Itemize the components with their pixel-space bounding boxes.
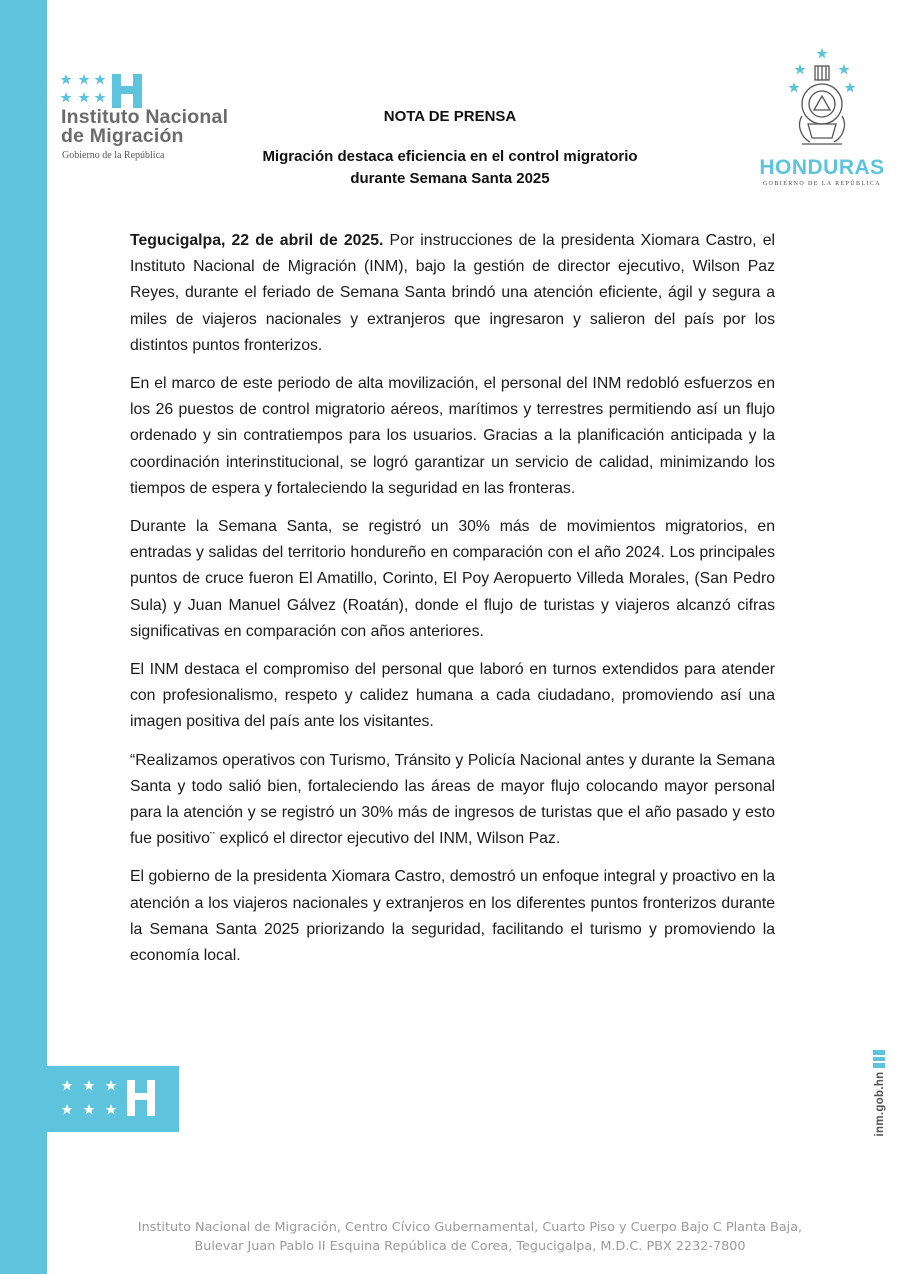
address-line1: Instituto Nacional de Migración, Centro Cívico Gubernamental, Cuarto Piso y Cuerpo Bajo C Planta Baja,	[137, 1220, 803, 1235]
document-header	[200, 108, 700, 190]
address-line2: Bulevar Juan Pablo II Esquina República de Corea, Tegucigalpa, M.D.C. PBX 2232-7800	[194, 1239, 746, 1254]
inm-subtitle: Gobierno de la República	[62, 150, 165, 161]
article-body	[130, 228, 775, 981]
paragraph-2: En el marco de este periodo de alta movilización, el personal del INM redobló esfuerzos en los 26 puestos de control migratorio aéreos, marítimos y terrestres permitiendo así un flujo ordenado y sin contratiempos para los usuarios. Gracias a la planificación anticipada y la coordinación interinstitucional, se logró garantizar un servicio de calidad, minimizando los tiempos de espera y fortaleciendo la seguridad en las fronteras.	[130, 375, 775, 497]
paragraph-3: Durante la Semana Santa, se registró un 30% más de movimientos migratorios, en entradas y salidas del territorio hondureño en comparación con el año 2024. Los principales puntos de cruce fueron El Amatillo, Corinto, El Poy Aeropuerto Villeda Morales, (San Pedro Sula) y Juan Manuel Gálvez (Roatán), donde el flujo de turistas y viajeros alcanzó cifras significativas en comparación con años anteriores.	[130, 518, 775, 640]
honduras-subtitle: GOBIERNO DE LA REPÚBLICA	[762, 181, 882, 187]
footer-address	[100, 1218, 840, 1256]
honduras-logo	[752, 46, 892, 191]
website-url[interactable]: inm.gob.hn	[874, 1071, 886, 1137]
headline	[200, 146, 700, 190]
paragraph-1-text: Por instrucciones de la presidenta Xiomara Castro, el Instituto Nacional de Migración (INM), bajo la gestión de director ejecutivo, Wilson Paz Reyes, durante el feriado de Semana Santa brindó una atención eficiente, ágil y segura a miles de viajeros nacionales y extranjeros que ingresaron y salieron del país por los distintos puntos fronterizos.	[130, 232, 775, 354]
headline-line2: durante Semana Santa 2025	[350, 170, 550, 187]
honduras-wordmark: HONDURAS	[759, 156, 885, 179]
footer-stars-h-icon	[47, 1066, 179, 1132]
headline-line1: Migración destaca eficiencia en el control migratorio	[262, 148, 638, 165]
dateline: Tegucigalpa, 22 de abril de 2025.	[130, 232, 384, 249]
inm-name-line2: de Migración	[61, 125, 184, 147]
paragraph-5: “Realizamos operativos con Turismo, Tránsito y Policía Nacional antes y durante la Semana Santa y todo salió bien, fortaleciendo las áreas de mayor flujo colocando mayor personal para la atención y se registró un 30% más de ingresos de turistas que el año pasado y esto fue positivo¨ explicó el director ejecutivo del INM, Wilson Paz.	[130, 751, 775, 848]
left-accent-bar	[0, 0, 47, 1274]
inm-name-line1: Instituto Nacional	[61, 106, 229, 128]
h-letter-icon	[112, 74, 142, 108]
press-release-label: NOTA DE PRENSA	[383, 108, 517, 125]
coat-of-arms-icon	[752, 46, 892, 156]
footer-logo-box	[47, 1066, 179, 1132]
paragraph-1	[130, 228, 775, 359]
paragraph-4: El INM destaca el compromiso del personal que laboró en turnos extendidos para atender con profesionalismo, respeto y calidez humana a cada ciudadano, promoviendo así una imagen positiva del país ante los visitantes.	[130, 661, 775, 731]
paragraph-6: El gobierno de la presidenta Xiomara Castro, demostró un enfoque integral y proactivo en la atención a los viajeros nacionales y extranjeros en los diferentes puntos fronterizos durante la Semana Santa 2025 priorizando la seguridad, facilitando el turismo y promoviendo la economía local.	[130, 868, 775, 965]
side-website	[868, 1050, 890, 1150]
